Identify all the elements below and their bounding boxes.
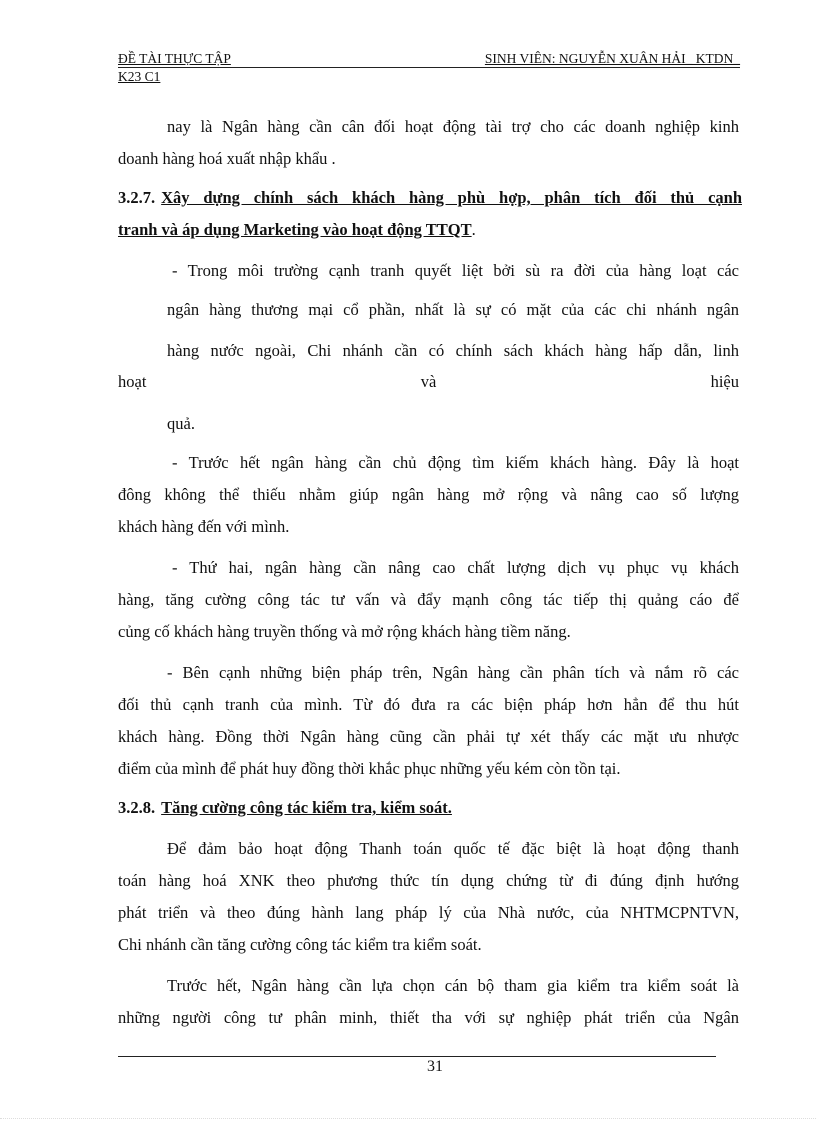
heading-number: 3.2.8. — [118, 798, 156, 817]
body-line: những người công tư phân minh, thiết tha với sự nghiệp phát triển của Ngân — [118, 1008, 739, 1027]
body-line: Chi nhánh cần tăng cường công tác kiểm tra kiểm soát. — [118, 935, 482, 954]
body-line: hàng, tăng cường công tác tư vấn và đẩy mạnh công tác tiếp thị quảng cáo để — [118, 590, 739, 609]
word: và — [420, 372, 437, 391]
body-line: toán hàng hoá XNK theo phương thức tín dụng chứng từ đi đúng định hướng — [118, 871, 739, 890]
page-number: 31 — [427, 1058, 443, 1075]
heading-text: tranh và áp dụng Marketing vào hoạt động TTQT — [118, 220, 472, 239]
body-line: - Bên cạnh những biện pháp trên, Ngân hàng cần phân tích và nắm rõ các — [167, 663, 739, 682]
body-line: đông không thể thiếu nhằm giúp ngân hàng mở rộng và nâng cao số lượng — [118, 485, 739, 504]
body-line: ngân hàng thương mại cổ phần, nhất là sự có mặt của các chi nhánh ngân — [167, 300, 739, 319]
heading-end: . — [471, 220, 476, 239]
body-line: quả. — [167, 414, 195, 433]
page-edge-divider — [0, 1118, 816, 1119]
body-line: đối thủ cạnh tranh của mình. Từ đó đưa ra các biện pháp hơn hẳn để thu hút — [118, 695, 739, 714]
body-line: - Trước hết ngân hàng cần chủ động tìm kiếm khách hàng. Đây là hoạt — [172, 453, 739, 472]
word: hoạt — [118, 372, 147, 391]
body-line: điểm của mình để phát huy đồng thời khắc phục những yếu kém còn tồn tại. — [118, 759, 621, 778]
body-line: Trước hết, Ngân hàng cần lựa chọn cán bộ tham gia kiểm tra kiểm soát là — [167, 976, 739, 995]
body-line: khách hàng đến với mình. — [118, 517, 290, 536]
body-line: - Thứ hai, ngân hàng cần nâng cao chất lượng dịch vụ phục vụ khách — [172, 558, 739, 577]
body-line: Để đảm bảo hoạt động Thanh toán quốc tế đặc biệt là hoạt động thanh — [167, 839, 739, 858]
header-row-2 — [118, 68, 740, 85]
body-line: - Trong môi trường cạnh tranh quyết liệt bởi sù ra đời của hàng loạt các — [172, 261, 739, 280]
heading-text: Tăng cường công tác kiểm tra, kiểm soát. — [161, 798, 452, 817]
footer-divider — [118, 1056, 716, 1057]
body-line: hàng nước ngoài, Chi nhánh cần có chính sách khách hàng hấp dẫn, linh — [167, 341, 739, 360]
header-class: K23 C1 — [118, 69, 161, 84]
body-line: nay là Ngân hàng cần cân đối hoạt động tài trợ cho các doanh nghiệp kinh — [167, 117, 739, 136]
section-heading-3-2-7-cont — [118, 219, 742, 241]
word: hiệu — [710, 372, 739, 391]
header-topic: ĐỀ TÀI THỰC TẬP — [118, 51, 231, 66]
heading-text: Xây dựng chính sách khách hàng phù hợp, phân tích đối thủ cạnh — [161, 188, 742, 207]
section-heading-3-2-8 — [118, 797, 742, 819]
body-line: khách hàng. Đồng thời Ngân hàng cũng cần phải tự xét thấy các mặt ưu nhược — [118, 727, 739, 746]
body-line: phát triển và theo đúng hành lang pháp lý của Nhà nước, của NHTMCPNTVN, — [118, 903, 739, 922]
heading-number: 3.2.7. — [118, 188, 156, 207]
body-line: doanh hàng hoá xuất nhập khẩu . — [118, 149, 336, 168]
body-line — [118, 371, 739, 393]
header-row — [118, 50, 740, 68]
section-heading-3-2-7 — [118, 187, 742, 209]
header-student: SINH VIÊN: NGUYỄN XUÂN HẢI_ KTDN_ — [484, 51, 740, 66]
page-header — [118, 50, 740, 85]
body-line: củng cố khách hàng truyền thống và mở rộng khách hàng tiềm năng. — [118, 622, 571, 641]
